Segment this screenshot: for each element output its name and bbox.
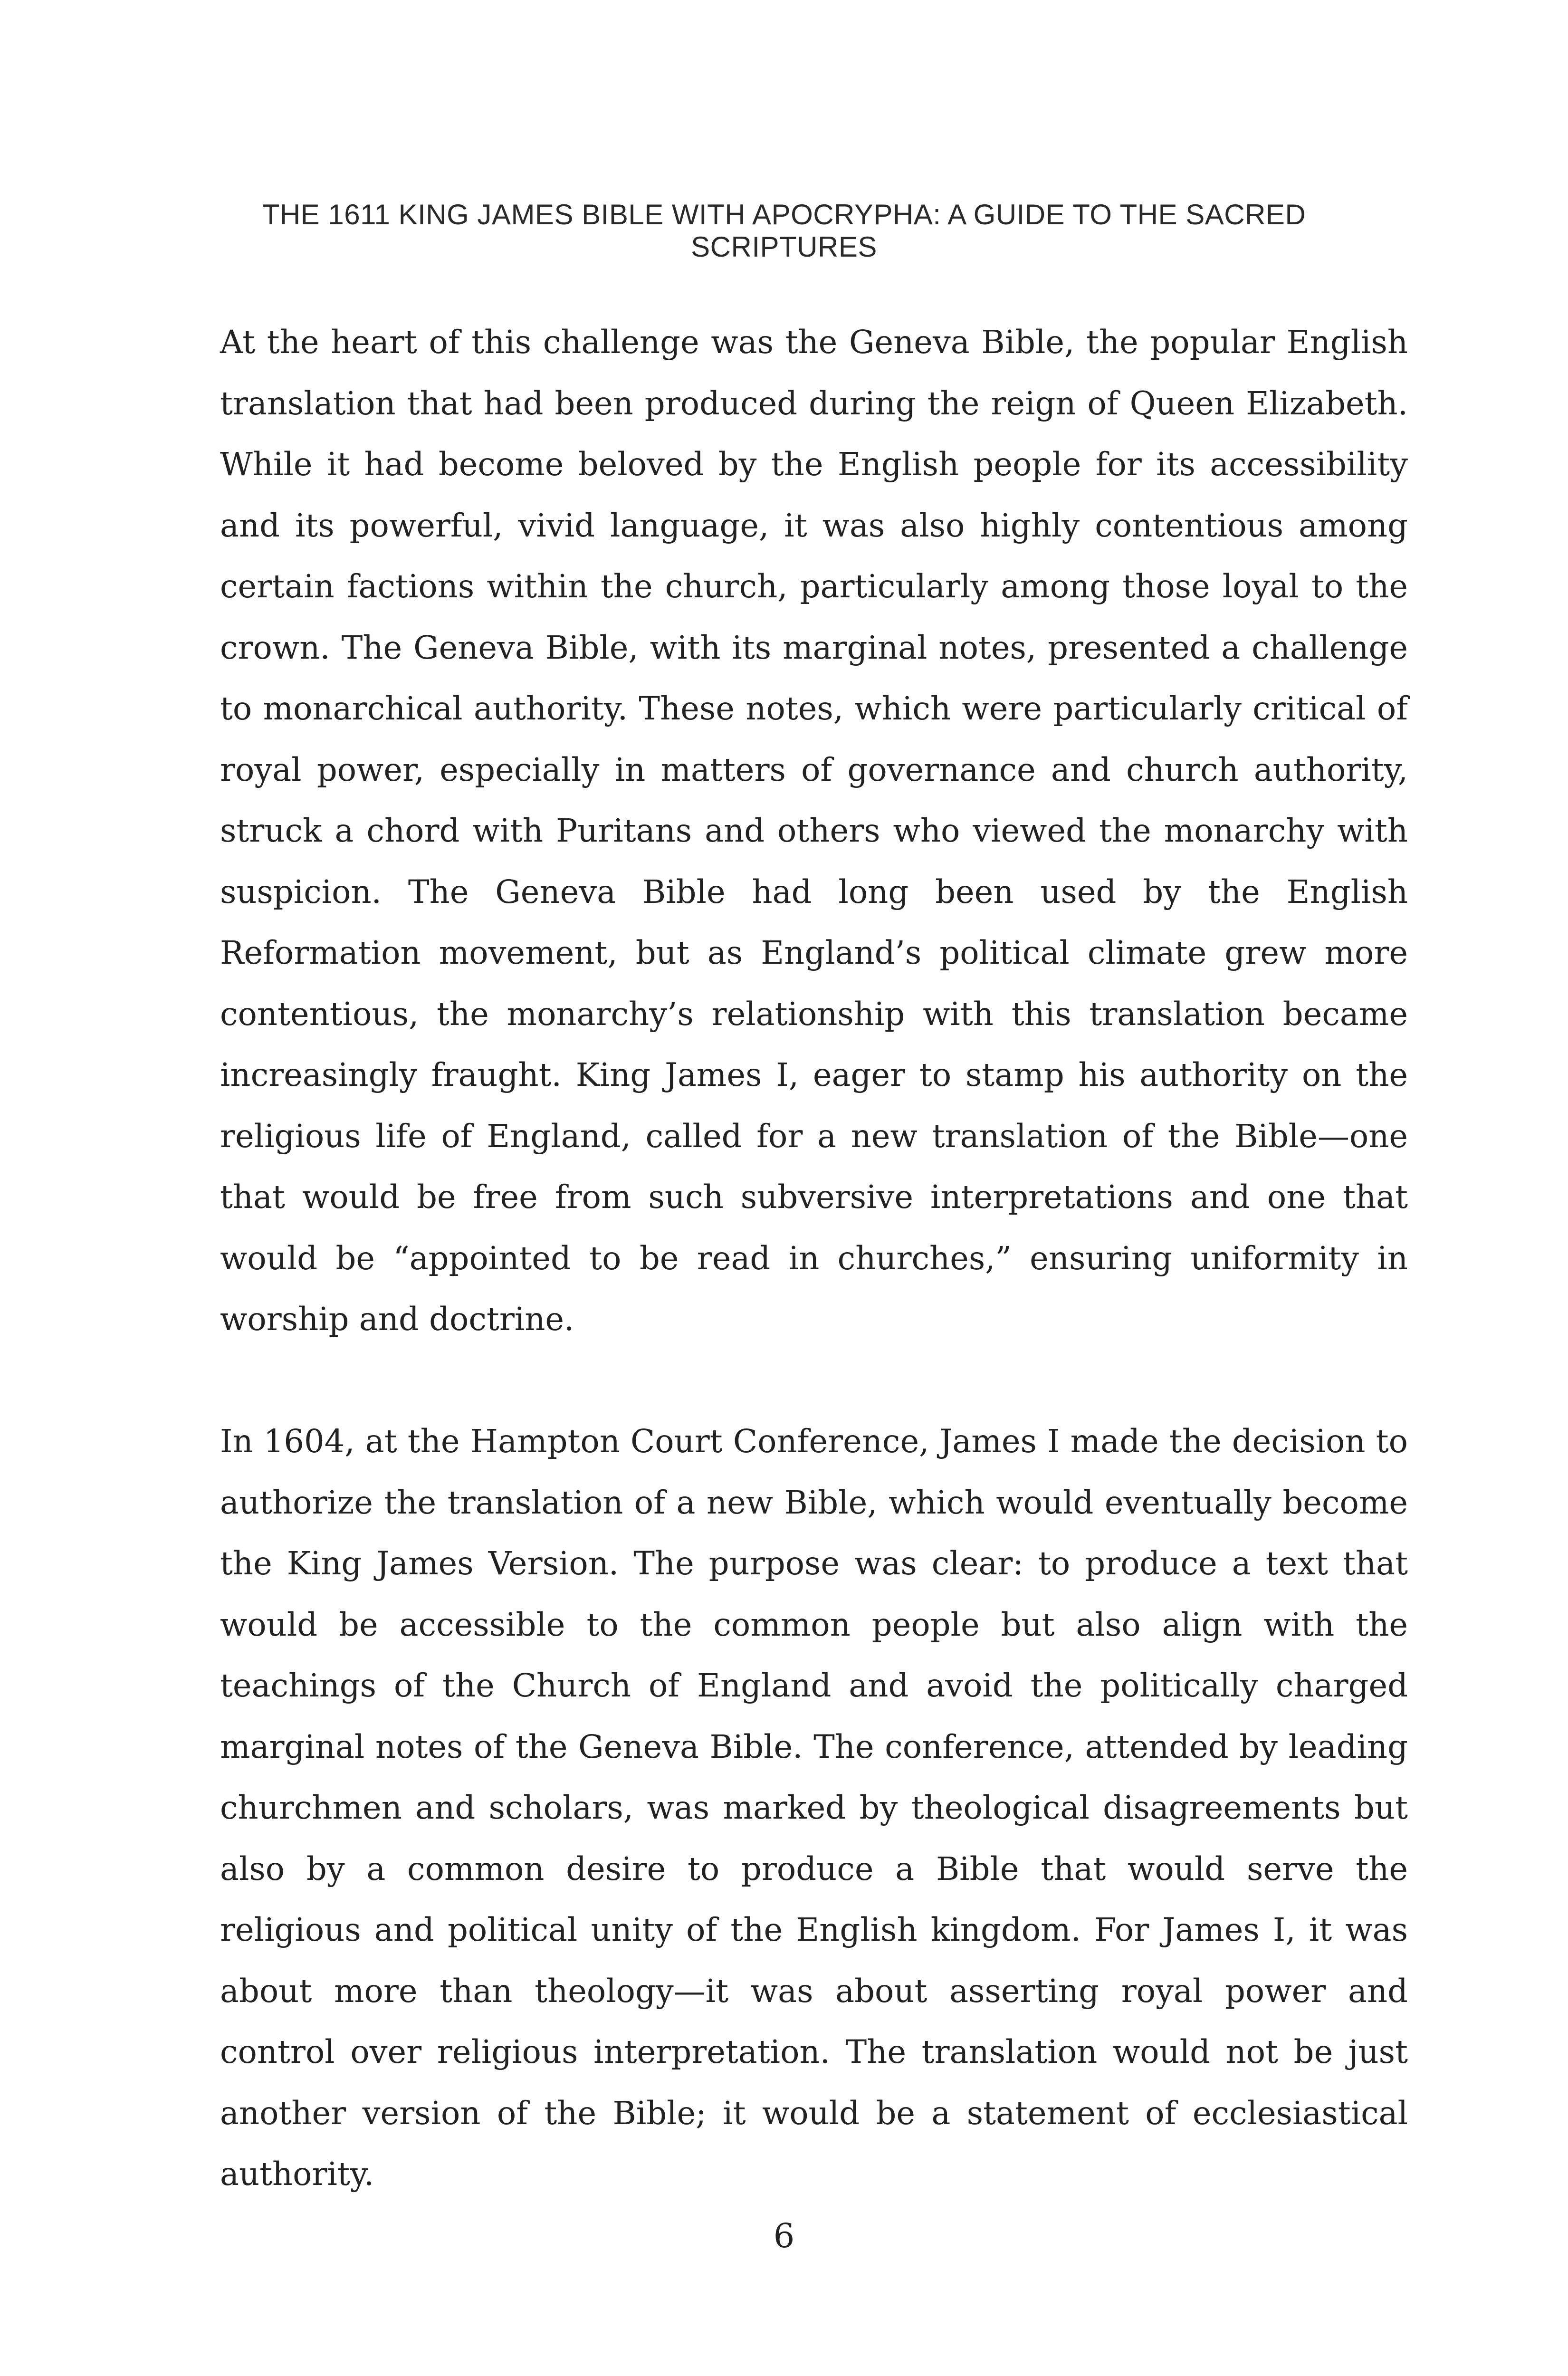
paragraph-2: In 1604, at the Hampton Court Conference, James I made the decision to authorize the translation of a new Bible, which would eventually become the King James Version. The purpose was clear: to produce a text that would be accessible to the common people but also align with the teachings of the Church of England and avoid the politically charged marginal notes of the Geneva Bible. The conference, attended by leading churchmen and scholars, was marked by theological disagreements but also by a common desire to produce a Bible that would serve the religious and political unity of the English kingdom. For James I, it was about more than theology—it was about asserting royal power and control over religious interpretation. The translation would not be just another version of the Bible; it would be a statement of ecclesiastical authority. bbox=[220, 1423, 1408, 2193]
body-text bbox=[220, 312, 1408, 2205]
running-header: THE 1611 KING JAMES BIBLE WITH APOCRYPHA: A GUIDE TO THE SACRED SCRIPTURES bbox=[262, 199, 1306, 263]
page-number: 6 bbox=[773, 2216, 795, 2255]
paragraph-1: At the heart of this challenge was the Geneva Bible, the popular English translation that had been produced during the reign of Queen Elizabeth. While it had become beloved by the English people for its accessibility and its powerful, vivid language, it was also highly contentious among certain factions within the church, particularly among those loyal to the crown. The Geneva Bible, with its marginal notes, presented a challenge to monarchical authority. These notes, which were particularly critical of royal power, especially in matters of governance and church authority, struck a chord with Puritans and others who viewed the monarchy with suspicion. The Geneva Bible had long been used by the English Reformation movement, but as England’s political climate grew more contentious, the monarchy’s relationship with this translation became increasingly fraught. King James I, eager to stamp his authority on the religious life of England, called for a new translation of the Bible—one that would be free from such subversive interpretations and one that would be “appointed to be read in churches,” ensuring uniformity in worship and doctrine. bbox=[220, 324, 1408, 1338]
